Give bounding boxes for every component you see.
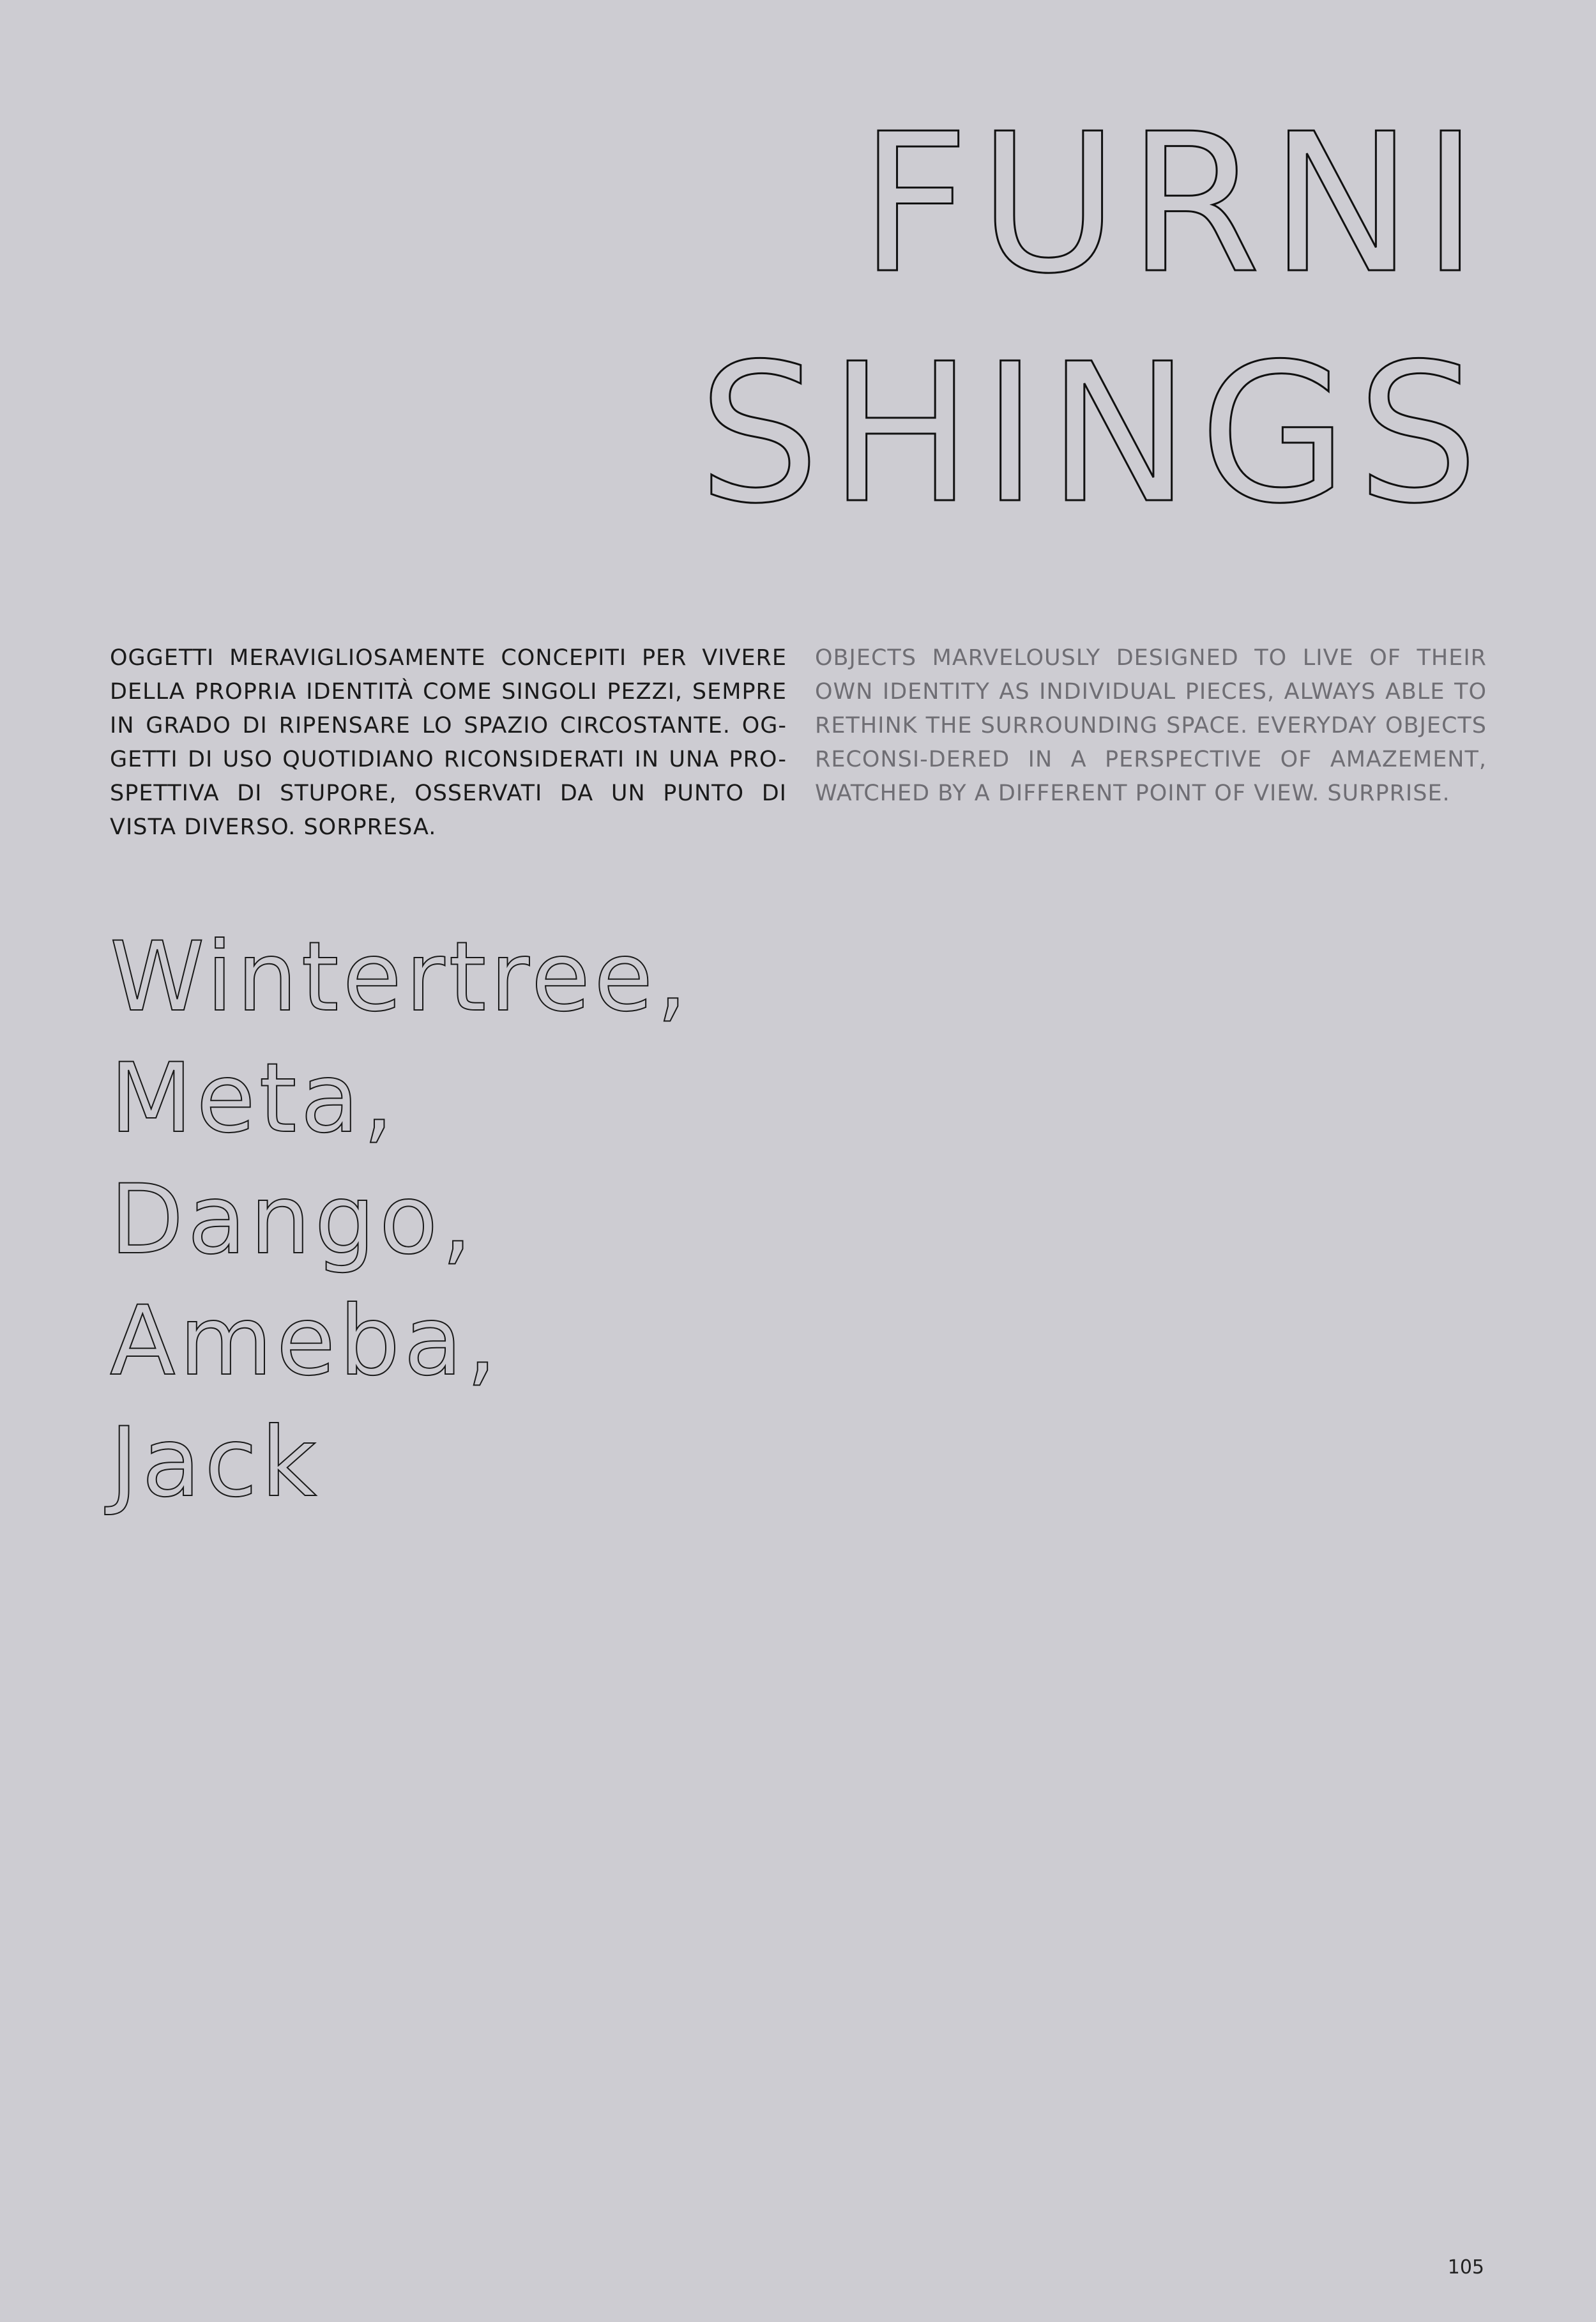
page-title bbox=[698, 89, 1487, 549]
intro-italian: OGGETTI MERAVIGLIOSAMENTE CONCEPITI PER VIVERE DELLA PROPRIA IDENTITÀ COME SINGOLI PEZZI, SEMPRE IN GRADO DI RIPENSARE LO SPAZIO CIRCOSTANTE. OG-GETTI DI USO QUOTIDIANO RICONSIDERATI IN UNA PRO-SPETTIVA DI STUPORE, OSSERVATI DA UN PUNTO DI VISTA DIVERSO. SORPRESA. bbox=[110, 645, 787, 840]
product-item: Dango, bbox=[110, 1165, 476, 1276]
intro-english: OBJECTS MARVELOUSLY DESIGNED TO LIVE OF THEIR OWN IDENTITY AS INDIVIDUAL PIECES, ALWAYS ABLE TO RETHINK THE SURROUNDING SPACE. EVERYDAY OBJECTS RECONSI-DERED IN A PERSPECTIVE OF AMAZEMENT, WATCHED BY A DIFFERENT POINT OF VIEW. SURPRISE. bbox=[815, 645, 1487, 806]
page-number: 105 bbox=[1447, 2256, 1484, 2279]
title-line-1: FURNI bbox=[859, 93, 1487, 316]
product-item: Jack bbox=[110, 1407, 321, 1518]
product-list bbox=[110, 917, 691, 1524]
product-item: Meta, bbox=[110, 1043, 398, 1154]
title-line-2: SHINGS bbox=[698, 323, 1487, 546]
product-item: Wintertree, bbox=[110, 922, 691, 1033]
product-item: Ameba, bbox=[110, 1286, 501, 1397]
